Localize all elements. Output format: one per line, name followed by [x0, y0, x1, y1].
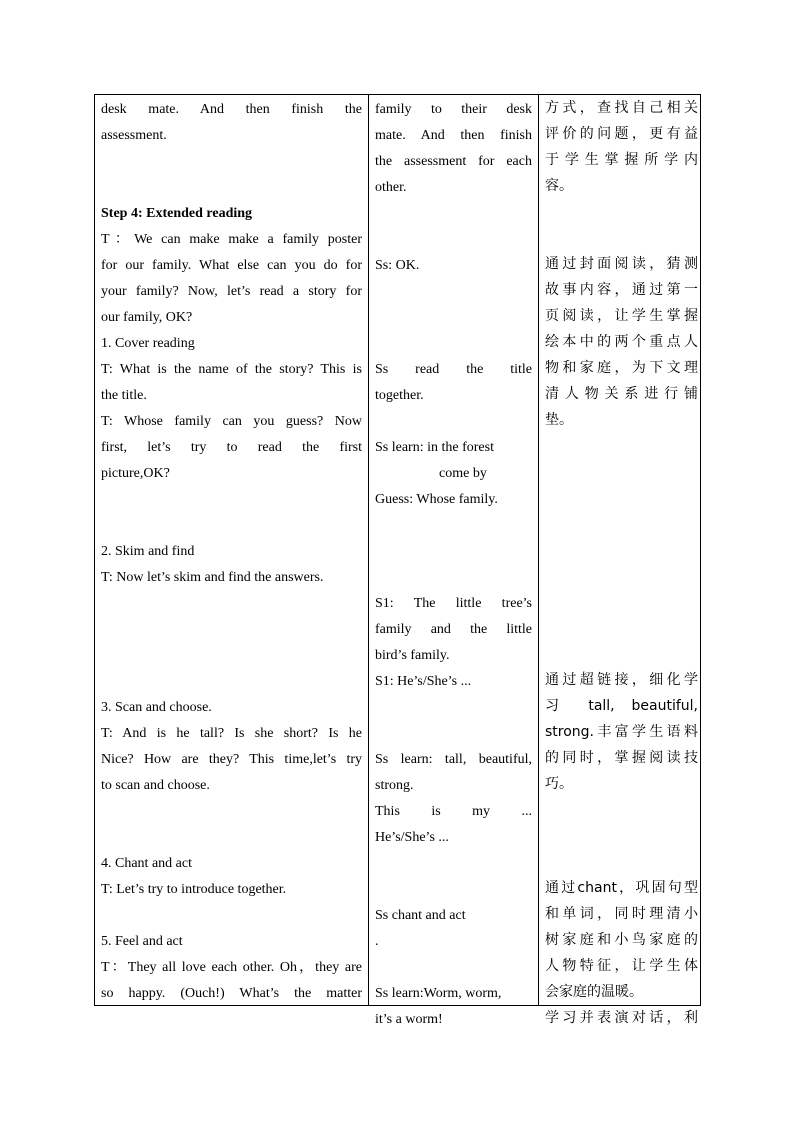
design-line: 物和家庭，为下文理	[545, 360, 698, 376]
design-line	[545, 511, 698, 537]
design-line	[545, 433, 698, 459]
student-line: Ss read the title	[375, 362, 532, 377]
teacher-line: desk mate. And then finish the	[101, 102, 362, 117]
design-line: 于学生掌握所学内	[545, 152, 698, 168]
design-line	[545, 589, 698, 615]
design-line: 人物特征，让学生体	[545, 958, 698, 974]
teacher-line: for our family. What else can you do for	[101, 258, 362, 273]
student-line: the assessment for each	[375, 154, 532, 169]
student-line	[375, 565, 532, 591]
student-activity-column	[375, 95, 532, 1027]
column-divider	[538, 95, 539, 1005]
teacher-line: 3. Scan and choose.	[101, 700, 212, 715]
student-line: it’s a worm!	[375, 1012, 443, 1027]
design-line: 树家庭和小鸟家庭的	[545, 932, 698, 948]
student-line	[375, 539, 532, 565]
design-line: 习 tall, beautiful,	[545, 698, 698, 714]
design-line: 和单词，同时理清小	[545, 906, 698, 922]
design-line	[545, 225, 698, 251]
teacher-line	[101, 149, 362, 175]
design-line	[545, 485, 698, 511]
teacher-line: T: What is the name of the story? This is	[101, 362, 362, 377]
design-line: 绘本中的两个重点人	[545, 334, 698, 350]
teacher-line: T：We can make make a family poster	[101, 232, 362, 247]
teacher-line: 4. Chant and act	[101, 856, 192, 871]
student-line: S1: The little tree’s	[375, 596, 532, 611]
design-line: 通过封面阅读，猜测	[545, 256, 698, 272]
teacher-line: the title.	[101, 388, 147, 403]
student-line	[375, 279, 532, 305]
student-line: together.	[375, 388, 424, 403]
teacher-line: T：They all love each other. Oh，they are	[101, 960, 362, 975]
design-intent-column	[545, 95, 698, 1026]
design-line	[545, 537, 698, 563]
teacher-line: T: And is he tall? Is she short? Is he	[101, 726, 362, 741]
student-line: .	[375, 934, 379, 949]
student-line	[375, 513, 532, 539]
teacher-activity-column	[101, 95, 362, 1005]
teacher-line: T: Whose family can you guess? Now	[101, 414, 362, 429]
teacher-line: picture,OK?	[101, 466, 170, 481]
teacher-line: to scan and choose.	[101, 778, 210, 793]
teacher-line: first, let’s try to read the first	[101, 440, 362, 455]
design-line: 巧。	[545, 776, 573, 792]
teacher-line	[101, 799, 362, 825]
student-line: S1: He’s/She’s ...	[375, 674, 472, 689]
step-heading: Step 4: Extended reading	[101, 206, 253, 221]
design-line: 方式，查找自己相关	[545, 100, 698, 116]
teacher-line	[101, 513, 362, 539]
student-line: mate. And then finish	[375, 128, 532, 143]
teacher-line: 2. Skim and find	[101, 544, 195, 559]
student-line	[375, 409, 532, 435]
design-line	[545, 849, 698, 875]
student-line	[375, 851, 532, 877]
design-line: 学习并表演对话，利	[545, 1010, 698, 1026]
teacher-line: your family? Now, let’s read a story for	[101, 284, 362, 299]
student-line	[375, 721, 532, 747]
teacher-line: so happy. (Ouch!) What’s the matter	[101, 986, 362, 1001]
design-line	[545, 797, 698, 823]
teacher-line: T: Now let’s skim and find the answers.	[101, 570, 324, 585]
student-line: Ss learn: in the forest	[375, 440, 494, 455]
student-line: come by	[439, 466, 487, 481]
design-line: 评价的问题，更有益	[545, 126, 698, 142]
student-line: family to their desk	[375, 102, 532, 117]
column-divider	[368, 95, 369, 1005]
teacher-line: T: Let’s try to introduce together.	[101, 882, 287, 897]
design-line: 容。	[545, 178, 573, 194]
student-line: family and the little	[375, 622, 532, 637]
design-line	[545, 563, 698, 589]
design-line	[545, 199, 698, 225]
teacher-line: assessment.	[101, 128, 167, 143]
design-line: 通过超链接，细化学	[545, 672, 698, 688]
student-line	[375, 331, 532, 357]
student-line	[375, 305, 532, 331]
teacher-line: 1. Cover reading	[101, 336, 195, 351]
teacher-line	[101, 175, 362, 201]
student-line	[375, 227, 532, 253]
student-line: other.	[375, 180, 407, 195]
lesson-plan-table	[94, 94, 701, 1027]
design-line: 的同时，掌握阅读技	[545, 750, 698, 766]
teacher-line: Nice? How are they? This time,let’s try	[101, 752, 362, 767]
design-line	[545, 641, 698, 667]
design-line: strong.丰富学生语料	[545, 724, 698, 740]
teacher-line: 5. Feel and act	[101, 934, 183, 949]
student-line: Ss learn: tall, beautiful,	[375, 752, 532, 767]
design-line: 垫。	[545, 412, 573, 428]
teacher-line	[101, 617, 362, 643]
student-line: Ss learn:Worm, worm,	[375, 986, 502, 1001]
student-line	[375, 695, 532, 721]
teacher-line	[101, 591, 362, 617]
teacher-line: our family, OK?	[101, 310, 193, 325]
teacher-line	[101, 825, 362, 851]
design-line: 通过chant，巩固句型	[545, 880, 698, 896]
student-line: strong.	[375, 778, 414, 793]
student-line: He’s/She’s ...	[375, 830, 449, 845]
teacher-line	[101, 669, 362, 695]
teacher-line	[101, 903, 362, 929]
design-line: 会家庭的温暖。	[545, 984, 643, 1000]
student-line: This is my ...	[375, 804, 532, 819]
design-line	[545, 615, 698, 641]
student-line: Ss: OK.	[375, 258, 420, 273]
design-line: 清人物关系进行铺	[545, 386, 698, 402]
teacher-line	[101, 487, 362, 513]
student-line	[375, 955, 532, 981]
student-line	[375, 201, 532, 227]
design-line	[545, 459, 698, 485]
student-line: bird’s family.	[375, 648, 450, 663]
student-line: Guess: Whose family.	[375, 492, 498, 507]
design-line	[545, 823, 698, 849]
student-line	[375, 877, 532, 903]
student-line: Ss chant and act	[375, 908, 466, 923]
design-line: 页阅读，让学生掌握	[545, 308, 698, 324]
teacher-line	[101, 643, 362, 669]
design-line: 故事内容，通过第一	[545, 282, 698, 298]
